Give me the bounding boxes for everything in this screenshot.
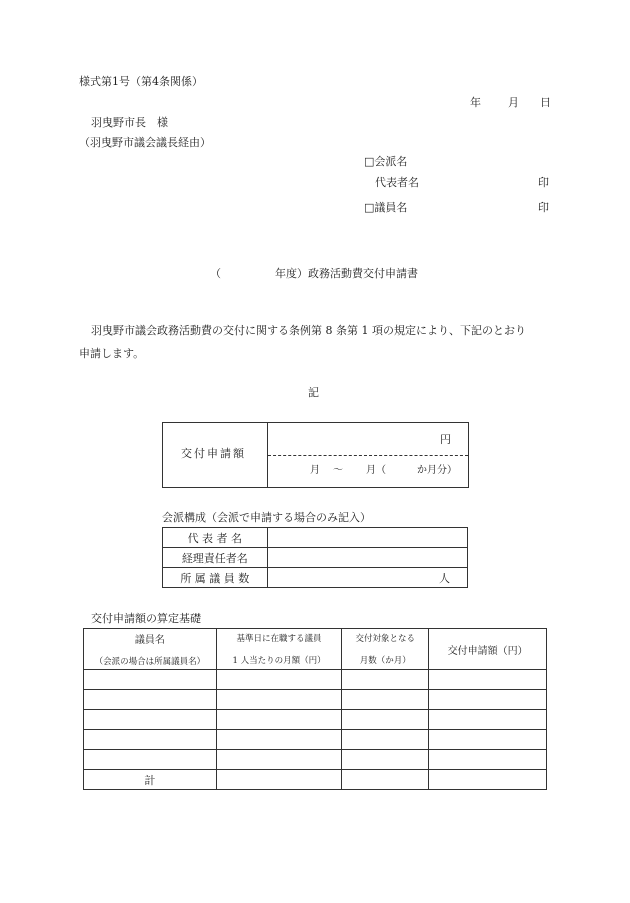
representative-label: 代表者名	[375, 176, 419, 189]
amount-box	[162, 422, 469, 488]
seal-mark: 印	[538, 176, 549, 189]
composition-row-label: 所 属 議 員 数	[163, 568, 268, 588]
months-count: か月分）	[417, 465, 457, 476]
col2-line2: 1 人当たりの月額（円）	[232, 656, 326, 666]
tilde: ～	[333, 465, 343, 476]
date-day: 日	[540, 96, 551, 109]
composition-row-value	[267, 548, 467, 568]
ki-heading: 記	[308, 386, 319, 399]
composition-heading: 会派構成（会派で申請する場合のみ記入）	[162, 511, 371, 524]
yen-unit: 円	[440, 433, 451, 446]
table-row	[84, 690, 547, 710]
total-row	[84, 770, 547, 790]
amount-label: 交付申請額	[181, 447, 246, 460]
faction-name-label: □会派名	[364, 155, 408, 168]
via-note: （羽曳野市議会議長経由）	[79, 136, 211, 149]
basis-table	[83, 628, 547, 790]
member-name-label: □議員名	[364, 201, 408, 214]
basis-header-monthly	[216, 629, 342, 670]
composition-table	[162, 527, 468, 588]
addressee: 羽曳野市長 様	[91, 116, 168, 129]
form-number: 様式第1号（第4条関係）	[79, 75, 203, 88]
composition-row-label: 代 表 者 名	[163, 528, 268, 548]
persons-unit: 人	[267, 568, 467, 588]
col3-line2: 月数（か月）	[359, 656, 411, 666]
basis-heading: 交付申請額の算定基礎	[91, 612, 201, 625]
date-month: 月	[508, 96, 519, 109]
col3-line1: 交付対象となる	[355, 634, 416, 644]
col1-title: 議員名	[134, 635, 165, 646]
table-row	[84, 710, 547, 730]
basis-header-member	[84, 629, 217, 670]
date-year: 年	[470, 96, 481, 109]
amount-dashed-line	[268, 455, 468, 456]
month-end: 月（	[366, 465, 386, 476]
body-line-2: 申請します。	[79, 347, 145, 360]
composition-row-label: 経理責任者名	[163, 548, 268, 568]
table-row	[84, 730, 547, 750]
month-start: 月	[310, 465, 320, 476]
col1-sub: （会派の場合は所属議員名）	[94, 657, 206, 667]
table-row	[84, 670, 547, 690]
body-line-1: 羽曳野市議会政務活動費の交付に関する条例第 8 条第 1 項の規定により、下記のとおり	[91, 324, 526, 337]
page-title: 年度）政務活動費交付申請書	[275, 267, 418, 280]
col2-line1: 基準日に在職する議員	[236, 634, 322, 644]
seal-mark: 印	[538, 201, 549, 214]
title-open-paren: （	[210, 267, 221, 280]
basis-header-months	[342, 629, 429, 670]
basis-header-amount: 交付申請額（円）	[429, 629, 547, 670]
total-label: 計	[84, 770, 217, 790]
composition-row-value	[267, 528, 467, 548]
table-row	[84, 750, 547, 770]
